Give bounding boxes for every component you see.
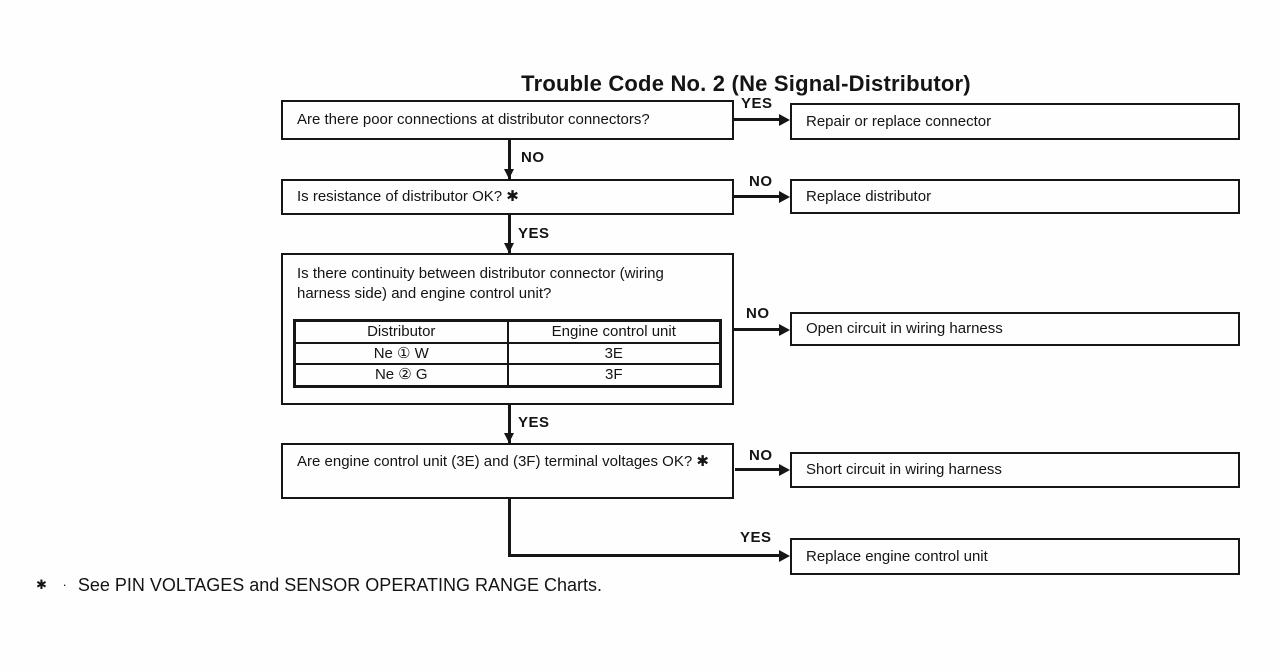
asterisk-icon: ✱ · bbox=[36, 577, 73, 592]
question-1-box bbox=[281, 100, 734, 140]
connector-line bbox=[508, 554, 780, 557]
connector-line bbox=[734, 328, 780, 331]
arrow-right-icon bbox=[779, 324, 790, 336]
question-1-text: Are there poor connections at distributor connectors? bbox=[297, 111, 650, 129]
arrow-right-icon bbox=[779, 114, 790, 126]
arrow-down-icon bbox=[504, 243, 514, 253]
action-3-box bbox=[790, 312, 1240, 346]
footnote-text: See PIN VOLTAGES and SENSOR OPERATING RANGE Charts. bbox=[77, 575, 603, 595]
branch-label-yes: YES bbox=[518, 414, 550, 431]
action-5-text: Replace engine control unit bbox=[806, 547, 988, 565]
arrow-down-icon bbox=[504, 169, 514, 179]
table-cell: Ne ② G bbox=[295, 364, 508, 386]
action-4-box bbox=[790, 452, 1240, 488]
table-cell: 3F bbox=[508, 364, 721, 386]
question-2-text: Is resistance of distributor OK? ✱ bbox=[297, 188, 519, 206]
footnote bbox=[36, 575, 602, 596]
action-2-text: Replace distributor bbox=[806, 187, 932, 205]
table-header-engine-control-unit: Engine control unit bbox=[508, 321, 721, 343]
question-4-text: Are engine control unit (3E) and (3F) terminal voltages OK? ✱ bbox=[297, 453, 709, 470]
arrow-right-icon bbox=[779, 464, 790, 476]
question-3-text: Is there continuity between distributor connector (wiring harness side) and engine control unit? bbox=[297, 265, 664, 302]
question-2-box bbox=[281, 179, 734, 215]
action-1-text: Repair or replace connector bbox=[806, 112, 992, 130]
table-header-row bbox=[295, 321, 721, 343]
branch-label-no: NO bbox=[521, 149, 545, 166]
question-4-box bbox=[281, 443, 734, 499]
action-2-box bbox=[790, 179, 1240, 214]
continuity-table bbox=[293, 319, 722, 388]
connector-line bbox=[735, 468, 780, 471]
table-cell: Ne ① W bbox=[295, 343, 508, 365]
action-4-text: Short circuit in wiring harness bbox=[806, 461, 1002, 479]
branch-label-yes: YES bbox=[740, 529, 772, 546]
connector-line bbox=[508, 499, 511, 557]
connector-line bbox=[734, 195, 780, 198]
arrow-right-icon bbox=[779, 191, 790, 203]
table-cell: 3E bbox=[508, 343, 721, 365]
table-row bbox=[295, 343, 721, 365]
table-row bbox=[295, 364, 721, 386]
connector-line bbox=[734, 118, 780, 121]
arrow-down-icon bbox=[504, 433, 514, 443]
branch-label-no: NO bbox=[749, 447, 773, 464]
action-5-box bbox=[790, 538, 1240, 575]
branch-label-no: NO bbox=[749, 173, 773, 190]
question-3-box bbox=[281, 253, 734, 405]
branch-label-yes: YES bbox=[741, 95, 773, 112]
action-3-text: Open circuit in wiring harness bbox=[806, 320, 1003, 338]
arrow-right-icon bbox=[779, 550, 790, 562]
branch-label-yes: YES bbox=[518, 225, 550, 242]
table-header-distributor: Distributor bbox=[295, 321, 508, 343]
page-title: Trouble Code No. 2 (Ne Signal-Distributor) bbox=[521, 71, 971, 96]
branch-label-no: NO bbox=[746, 305, 770, 322]
action-1-box bbox=[790, 103, 1240, 140]
